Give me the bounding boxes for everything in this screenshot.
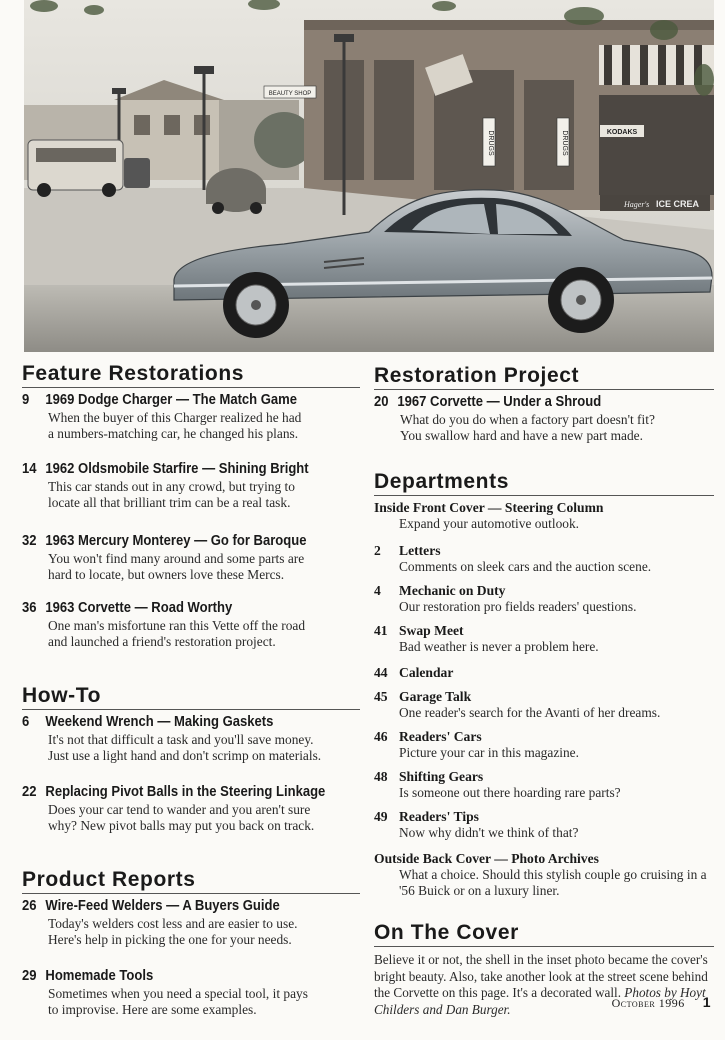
page-number: 36 — [22, 600, 37, 616]
entry-desc-line: and launched a friend's restoration project. — [48, 634, 276, 649]
page-number: 4 — [374, 583, 381, 598]
entry-desc-line: Sometimes when you need a special tool, it pays — [48, 986, 308, 1001]
dept-desc: One reader's search for the Avanti of her dreams. — [399, 705, 661, 720]
entry-desc-line: You won't find many around and some parts are — [48, 551, 305, 566]
dept-heading: Mechanic on Duty — [399, 583, 506, 598]
entry-desc-line: One man's misfortune ran this Vette off the road — [48, 618, 306, 633]
departments-section — [374, 470, 714, 899]
entry-desc-line: Just use a light hand and don't scrimp on materials. — [48, 748, 322, 763]
page-number: 2 — [374, 543, 381, 558]
photo-credit: Photos by Hoyt Childers and Dan Burger. — [374, 985, 706, 1017]
entry-desc-line: why? New pivot balls may put you back on track. — [48, 818, 315, 833]
department-item[interactable] — [374, 542, 714, 575]
page-number: 6 — [22, 714, 30, 730]
hagers-sign: Hager's — [624, 200, 650, 209]
entry-desc-line: hard to locate, but owners love these Mercs. — [48, 567, 285, 582]
entry-heading: 1967 Corvette — Under a Shroud — [397, 394, 602, 410]
ice-cream-sign: ICE CREA — [656, 199, 700, 209]
entry-heading: 1963 Mercury Monterey — Go for Baroque — [45, 533, 307, 549]
toc-entry[interactable] — [374, 393, 714, 444]
kodaks-sign: KODAKS — [606, 129, 638, 136]
entry-heading: Replacing Pivot Balls in the Steering Linkage — [45, 784, 326, 800]
section-title: On The Cover — [374, 921, 714, 947]
department-item[interactable] — [374, 850, 714, 899]
page-number: 26 — [22, 898, 37, 914]
dept-desc: Expand your automotive outlook. — [399, 516, 580, 531]
entry-desc-line: a numbers-matching car, he changed his plans. — [48, 426, 299, 441]
dept-heading: Swap Meet — [399, 623, 464, 638]
dept-heading: Inside Front Cover — Steering Column — [374, 500, 604, 515]
dept-desc: Comments on sleek cars and the auction scene. — [399, 559, 652, 574]
dept-heading: Outside Back Cover — Photo Archives — [374, 851, 599, 866]
entry-desc-line: Here's help in picking the one for your needs. — [48, 932, 292, 947]
toc-entry[interactable] — [22, 391, 360, 442]
left-column — [22, 362, 360, 1040]
page-number: 32 — [22, 533, 37, 549]
cover-photo — [24, 0, 714, 352]
section-title: How-To — [22, 684, 360, 710]
department-item[interactable] — [374, 582, 714, 615]
entry-desc-line: Does your car tend to wander and you aren't sure — [48, 802, 311, 817]
restoration-project-section — [374, 364, 714, 444]
toc-entry[interactable] — [22, 599, 360, 650]
dept-desc: Is someone out there hoarding rare parts? — [399, 785, 621, 800]
toc-entry[interactable] — [22, 783, 360, 834]
dept-desc: Now why didn't we think of that? — [399, 825, 579, 840]
entry-heading: Homemade Tools — [45, 968, 154, 984]
drugs-sign-right: DRUGS — [561, 130, 568, 156]
cover-text: Believe it or not, the shell in the inset photo became the cover's bright beauty. Also, take another look at the street scene behind the Corvette on this page. It's a decorated wall. — [374, 952, 708, 1000]
how-to-section — [22, 684, 360, 834]
section-title: Restoration Project — [374, 364, 714, 390]
department-item[interactable] — [374, 622, 714, 655]
page-number: 29 — [22, 968, 37, 984]
feature-restorations-section — [22, 362, 360, 650]
department-item[interactable] — [374, 688, 714, 721]
toc-entry[interactable] — [22, 460, 360, 511]
beauty-shop-sign: BEAUTY SHOP — [268, 91, 312, 97]
section-title: Product Reports — [22, 868, 360, 894]
entry-desc-line: Today's welders cost less and are easier to use. — [48, 916, 298, 931]
entry-heading: 1969 Dodge Charger — The Match Game — [45, 392, 298, 408]
page-number: 41 — [374, 623, 388, 638]
street-scene-illustration — [24, 0, 714, 352]
department-item[interactable] — [374, 499, 714, 532]
page-number: 44 — [374, 665, 388, 680]
drugs-sign-left: DRUGS — [487, 130, 494, 156]
dept-heading: Calendar — [399, 665, 454, 680]
page-number: 48 — [374, 769, 388, 784]
page-number: 45 — [374, 689, 388, 704]
entry-desc-line: to improvise. Here are some examples. — [48, 1002, 257, 1017]
section-title: Feature Restorations — [22, 362, 360, 388]
issue-date: October 1996 — [611, 996, 685, 1010]
dept-heading: Readers' Cars — [399, 729, 482, 744]
dept-heading: Readers' Tips — [399, 809, 479, 824]
department-item[interactable] — [374, 768, 714, 801]
entry-desc-line: You swallow hard and have a new part made. — [400, 428, 643, 443]
product-reports-section — [22, 868, 360, 1018]
toc-entry[interactable] — [22, 532, 360, 583]
entry-desc-line: What do you do when a factory part doesn't fit? — [400, 412, 655, 427]
department-item[interactable] — [374, 728, 714, 761]
dept-desc: Our restoration pro fields readers' questions. — [399, 599, 637, 614]
page-number-footer: 1 — [702, 994, 711, 1010]
department-item[interactable] — [374, 664, 714, 681]
entry-desc-line: When the buyer of this Charger realized he had — [48, 410, 302, 425]
page-number: 20 — [374, 394, 389, 410]
page-number: 22 — [22, 784, 37, 800]
page-number: 49 — [374, 809, 388, 824]
department-item[interactable] — [374, 808, 714, 841]
page-number: 46 — [374, 729, 388, 744]
dept-heading: Letters — [399, 543, 441, 558]
entry-desc-line: This car stands out in any crowd, but trying to — [48, 479, 295, 494]
toc-entry[interactable] — [22, 897, 360, 948]
entry-heading: Wire-Feed Welders — A Buyers Guide — [45, 898, 280, 914]
toc-entry[interactable] — [22, 713, 360, 764]
dept-desc: What a choice. Should this stylish couple go cruising in a '56 Buick or on a luxury liner. — [399, 867, 707, 898]
dept-heading: Garage Talk — [399, 689, 472, 704]
page-number: 14 — [22, 461, 37, 477]
entry-heading: 1962 Oldsmobile Starfire — Shining Bright — [45, 461, 309, 477]
dept-heading: Shifting Gears — [399, 769, 484, 784]
entry-desc-line: It's not that difficult a task and you'll save money. — [48, 732, 314, 747]
entry-heading: Weekend Wrench — Making Gaskets — [45, 714, 274, 730]
dept-desc: Bad weather is never a problem here. — [399, 639, 599, 654]
entry-heading: 1963 Corvette — Road Worthy — [45, 600, 233, 616]
section-title: Departments — [374, 470, 714, 496]
right-column — [374, 364, 714, 1040]
toc-entry[interactable] — [22, 967, 360, 1018]
page-number: 9 — [22, 392, 30, 408]
dept-desc: Picture your car in this magazine. — [399, 745, 579, 760]
entry-desc-line: locate all that brilliant trim can be a real task. — [48, 495, 291, 510]
page-footer — [612, 994, 711, 1011]
